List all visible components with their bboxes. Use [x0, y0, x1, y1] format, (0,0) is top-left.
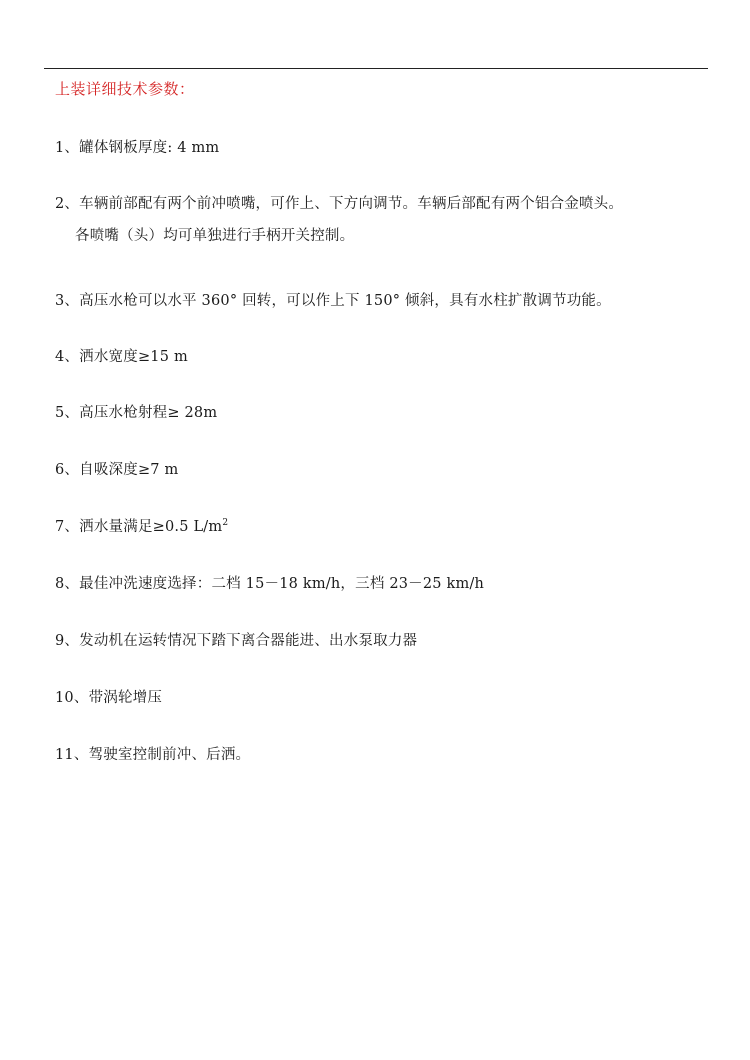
spec-item-text: 高压水枪可以水平 360° 回转，可以作上下 150° 倾斜，具有水柱扩散调节功能。 — [79, 293, 611, 309]
spec-item-text: 自吸深度≥7 m — [79, 462, 179, 478]
spec-item-11 — [55, 744, 250, 766]
spec-item-8 — [55, 573, 484, 595]
spec-item-1 — [55, 137, 219, 159]
spec-item-number: 3、 — [55, 293, 80, 309]
spec-item-9 — [55, 630, 417, 652]
unit-superscript: 2 — [222, 518, 229, 529]
spec-item-3 — [55, 290, 611, 312]
spec-item-number: 7、 — [55, 519, 80, 535]
spec-item-number: 2、 — [55, 196, 80, 212]
spec-item-4 — [55, 346, 188, 368]
section-title: 上装详细技术参数： — [55, 80, 195, 98]
spec-item-5 — [55, 402, 217, 424]
spec-item-text: 高压水枪射程≥ 28m — [79, 405, 218, 421]
spec-item-text: 发动机在运转情况下踏下离合器能进、出水泵取力器 — [79, 633, 418, 649]
spec-item-number: 10、 — [55, 690, 89, 706]
spec-item-number: 8、 — [55, 576, 80, 592]
spec-item-text: 车辆前部配有两个前冲喷嘴，可作上、下方向调节。车辆后部配有两个铝合金喷头。 — [79, 196, 624, 212]
spec-item-2 — [55, 193, 623, 247]
spec-item-number: 1、 — [55, 140, 80, 156]
spec-item-number: 11、 — [55, 747, 89, 763]
spec-item-text: 洒水量满足≥0.5 L/m — [79, 519, 223, 535]
spec-item-number: 6、 — [55, 462, 80, 478]
header-rule — [44, 68, 708, 69]
spec-item-10 — [55, 687, 162, 709]
spec-item-text: 罐体钢板厚度: 4 mm — [79, 140, 220, 156]
spec-item-text: 洒水宽度≥15 m — [79, 349, 188, 365]
spec-item-text: 驾驶室控制前冲、后洒。 — [88, 747, 251, 763]
spec-item-number: 9、 — [55, 633, 80, 649]
spec-item-continuation: 各喷嘴（头）均可单独进行手柄开关控制。 — [75, 228, 355, 244]
spec-item-text: 带涡轮增压 — [88, 690, 163, 706]
spec-item-7 — [55, 516, 228, 538]
spec-item-number: 4、 — [55, 349, 80, 365]
spec-item-text: 最佳冲洗速度选择：二档 15－18 km/h，三档 23－25 km/h — [79, 576, 485, 592]
spec-item-number: 5、 — [55, 405, 80, 421]
spec-item-6 — [55, 459, 178, 481]
